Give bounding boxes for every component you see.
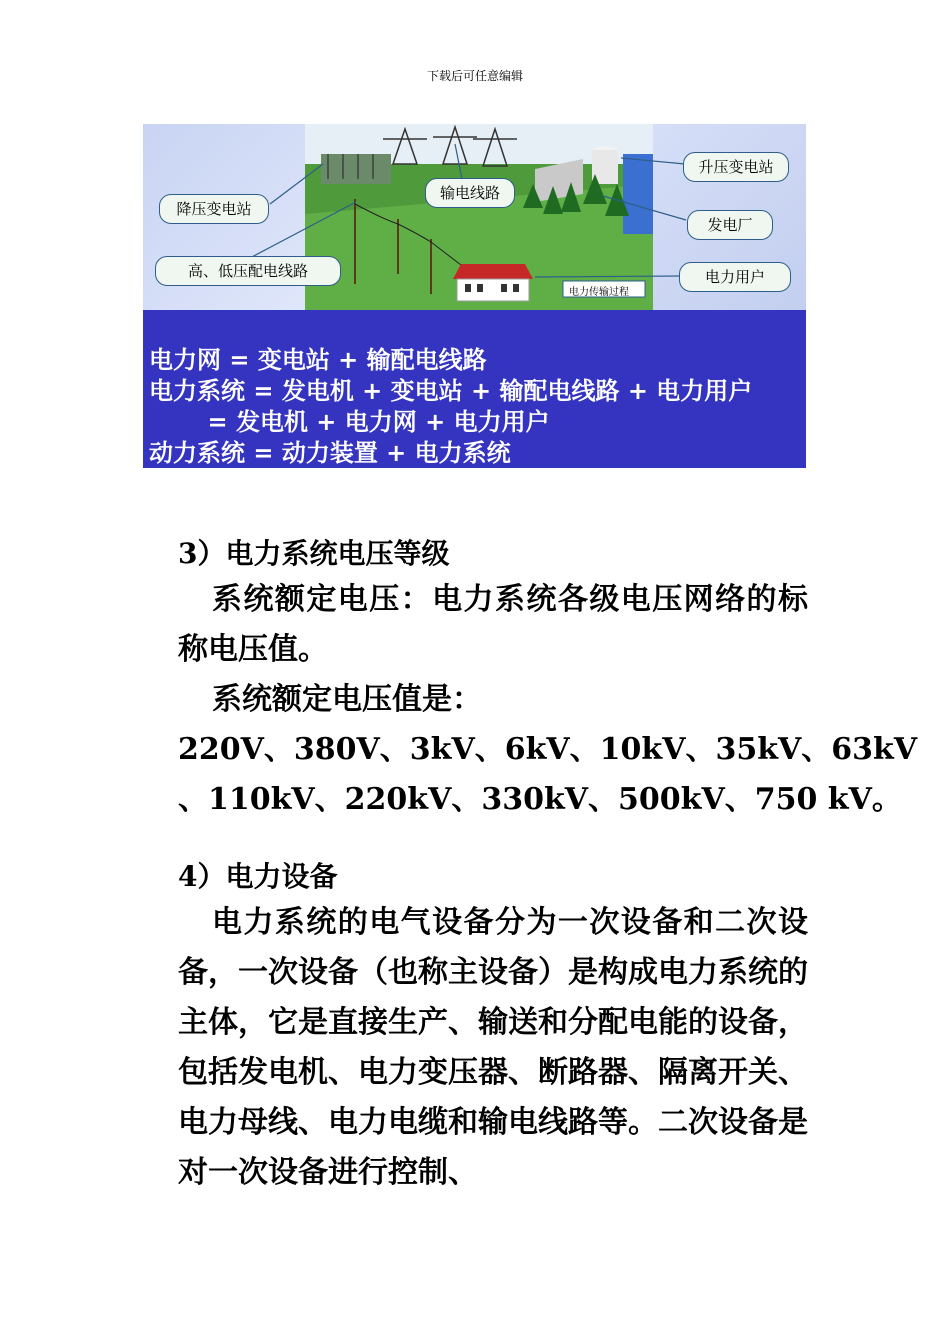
figure-caption: 电力传输过程 <box>569 287 629 298</box>
section-3-paragraph-1: 系统额定电压：电力系统各级电压网络的标称电压值。 <box>178 582 808 667</box>
section-4-heading: 4）电力设备 <box>178 860 338 893</box>
power-transmission-illustration <box>143 124 806 310</box>
equation-line-2: 电力系统 = 发电机 + 变电站 + 输配电线路 + 电力用户 <box>149 377 753 405</box>
equation-line-3: = 发电机 + 电力网 + 电力用户 <box>149 408 550 436</box>
callout-power-plant: 发电厂 <box>687 210 773 240</box>
section-3-voltage-list-line-1: 220V、380V、3kV、6kV、10kV、35kV、63kV <box>178 732 918 767</box>
substation <box>321 154 391 184</box>
equation-panel <box>143 310 806 468</box>
callout-power-consumer: 电力用户 <box>679 262 791 292</box>
house-roof <box>453 264 533 279</box>
section-3-heading: 3）电力系统电压等级 <box>178 537 450 570</box>
callout-distribution-line: 高、低压配电线路 <box>155 256 341 286</box>
callout-transmission-line: 输电线路 <box>425 178 515 208</box>
equation-line-4: 动力系统 = 动力装置 + 电力系统 <box>149 439 511 467</box>
section-3-paragraph-2: 系统额定电压值是： <box>212 682 482 717</box>
section-3-voltage-list-line-2: 、110kV、220kV、330kV、500kV、750 kV。 <box>178 782 902 817</box>
equation-line-1: 电力网 = 变电站 + 输配电线路 <box>149 346 487 374</box>
power-system-figure <box>143 124 806 468</box>
callout-step-up-substation: 升压变电站 <box>683 152 789 182</box>
page-header: 下载后可任意编辑 <box>426 69 523 83</box>
callout-step-down-substation: 降压变电站 <box>159 194 269 224</box>
section-4-paragraph-1: 电力系统的电气设备分为一次设备和二次设备，一次设备（也称主设备）是构成电力系统的主体，它是直接生产、输送和分配电能的设备，包括发电机、电力变压器、断路器、隔离开关、电力母线、电力电缆和输电线路等。二次设备是对一次设备进行控制、 <box>178 905 808 1190</box>
